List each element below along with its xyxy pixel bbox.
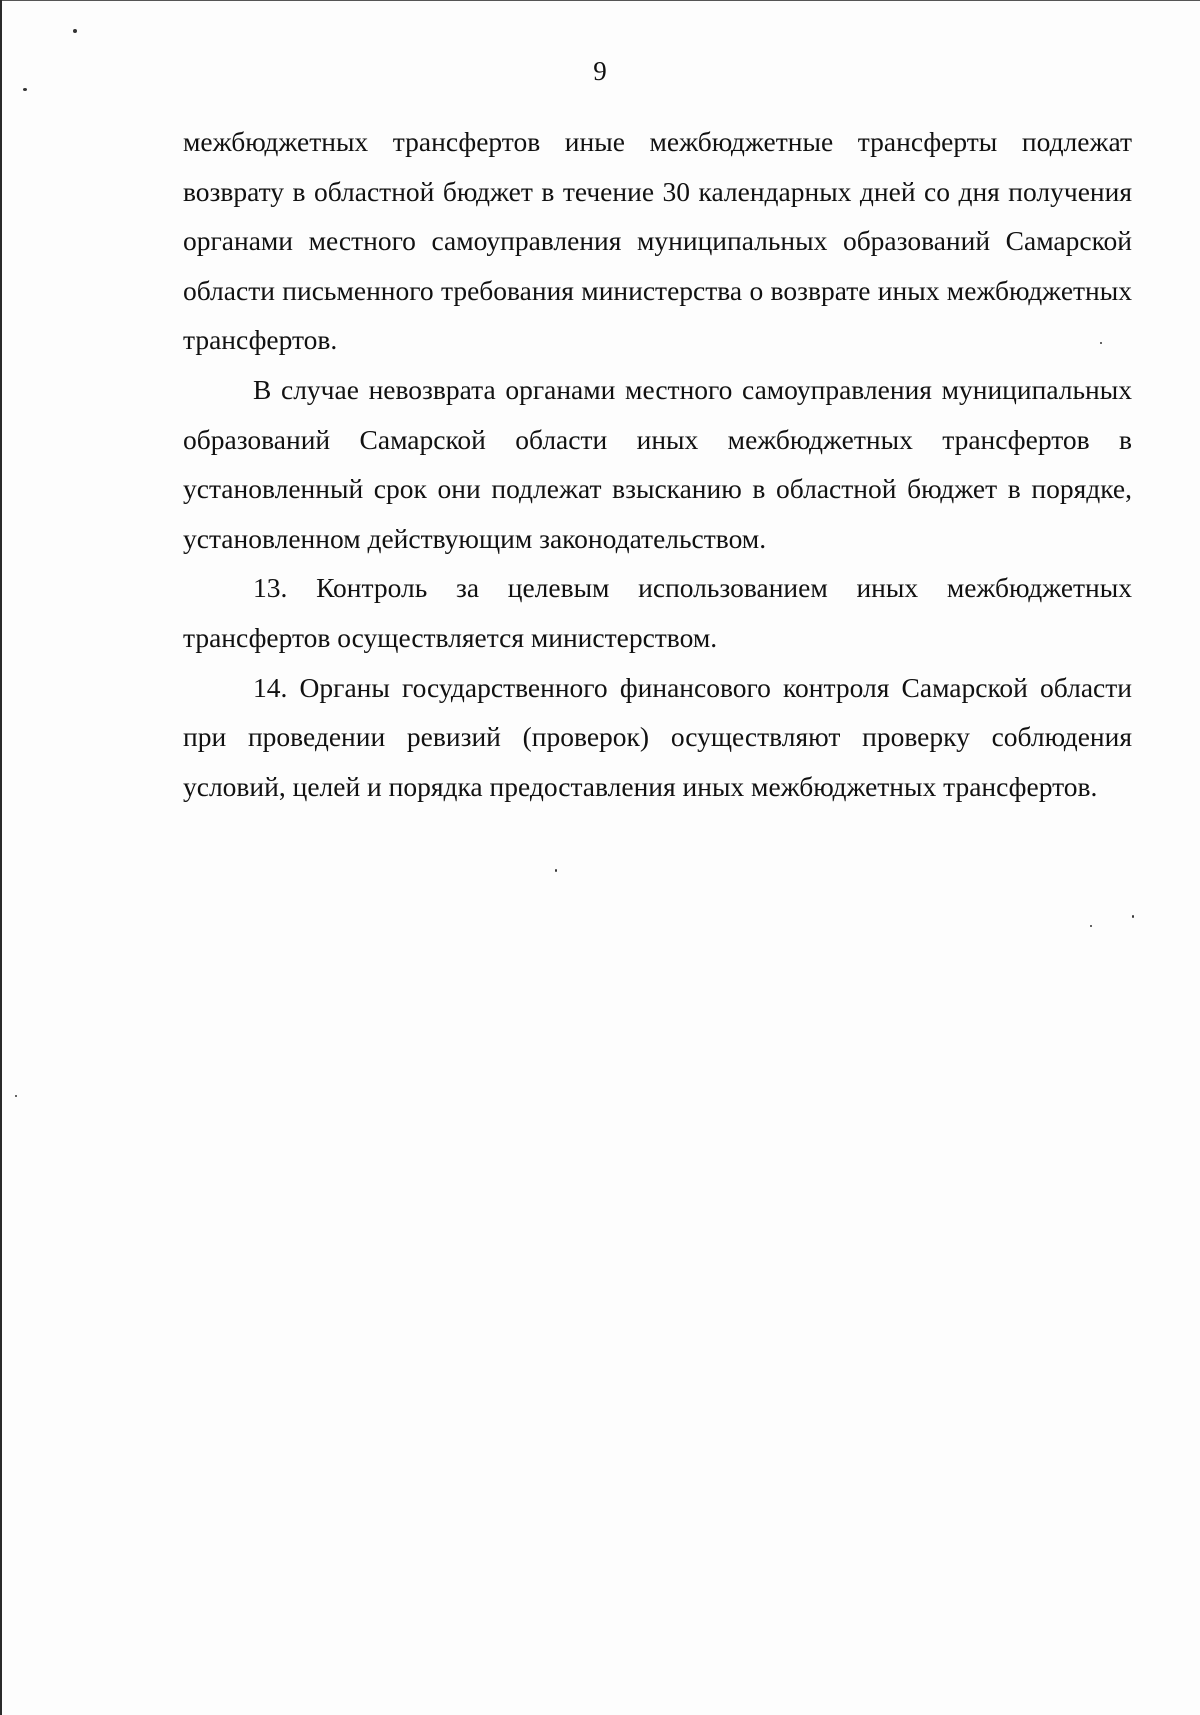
paragraph-item-13: 13. Контроль за целевым использованием иных межбюджетных трансфертов осуществляется министерством. [183, 572, 1132, 653]
scan-top-edge [0, 0, 1200, 1]
scan-speck [15, 1095, 17, 1097]
scan-speck [1090, 925, 1092, 927]
paragraph-non-return: В случае невозврата органами местного самоуправления муниципальных образований Самарской области иных межбюджетных трансфертов в установленный срок они подлежат взысканию в областной бюджет в порядке, установленном действующим законодательством. [183, 373, 1132, 554]
scan-speck [23, 88, 27, 91]
scan-left-edge [0, 0, 2, 1715]
scan-speck [73, 29, 77, 33]
scan-speck [1132, 915, 1134, 918]
document-body [183, 117, 1132, 811]
page-number: 9 [593, 56, 607, 86]
scan-speck [1100, 342, 1102, 344]
scan-speck [555, 869, 557, 872]
paragraph-continuation: межбюджетных трансфертов иные межбюджетные трансферты подлежат возврату в областной бюджет в течение 30 календарных дней со дня получения органами местного самоуправления муниципальных образований Самарской области письменного требования министерства о возврате иных межбюджетных трансфертов. [183, 126, 1132, 356]
paragraph-item-14: 14. Органы государственного финансового контроля Самарской области при проведении ревизий (проверок) осуществляют проверку соблюдения условий, целей и порядка предоставления иных межбюджетных трансфертов. [183, 671, 1132, 802]
